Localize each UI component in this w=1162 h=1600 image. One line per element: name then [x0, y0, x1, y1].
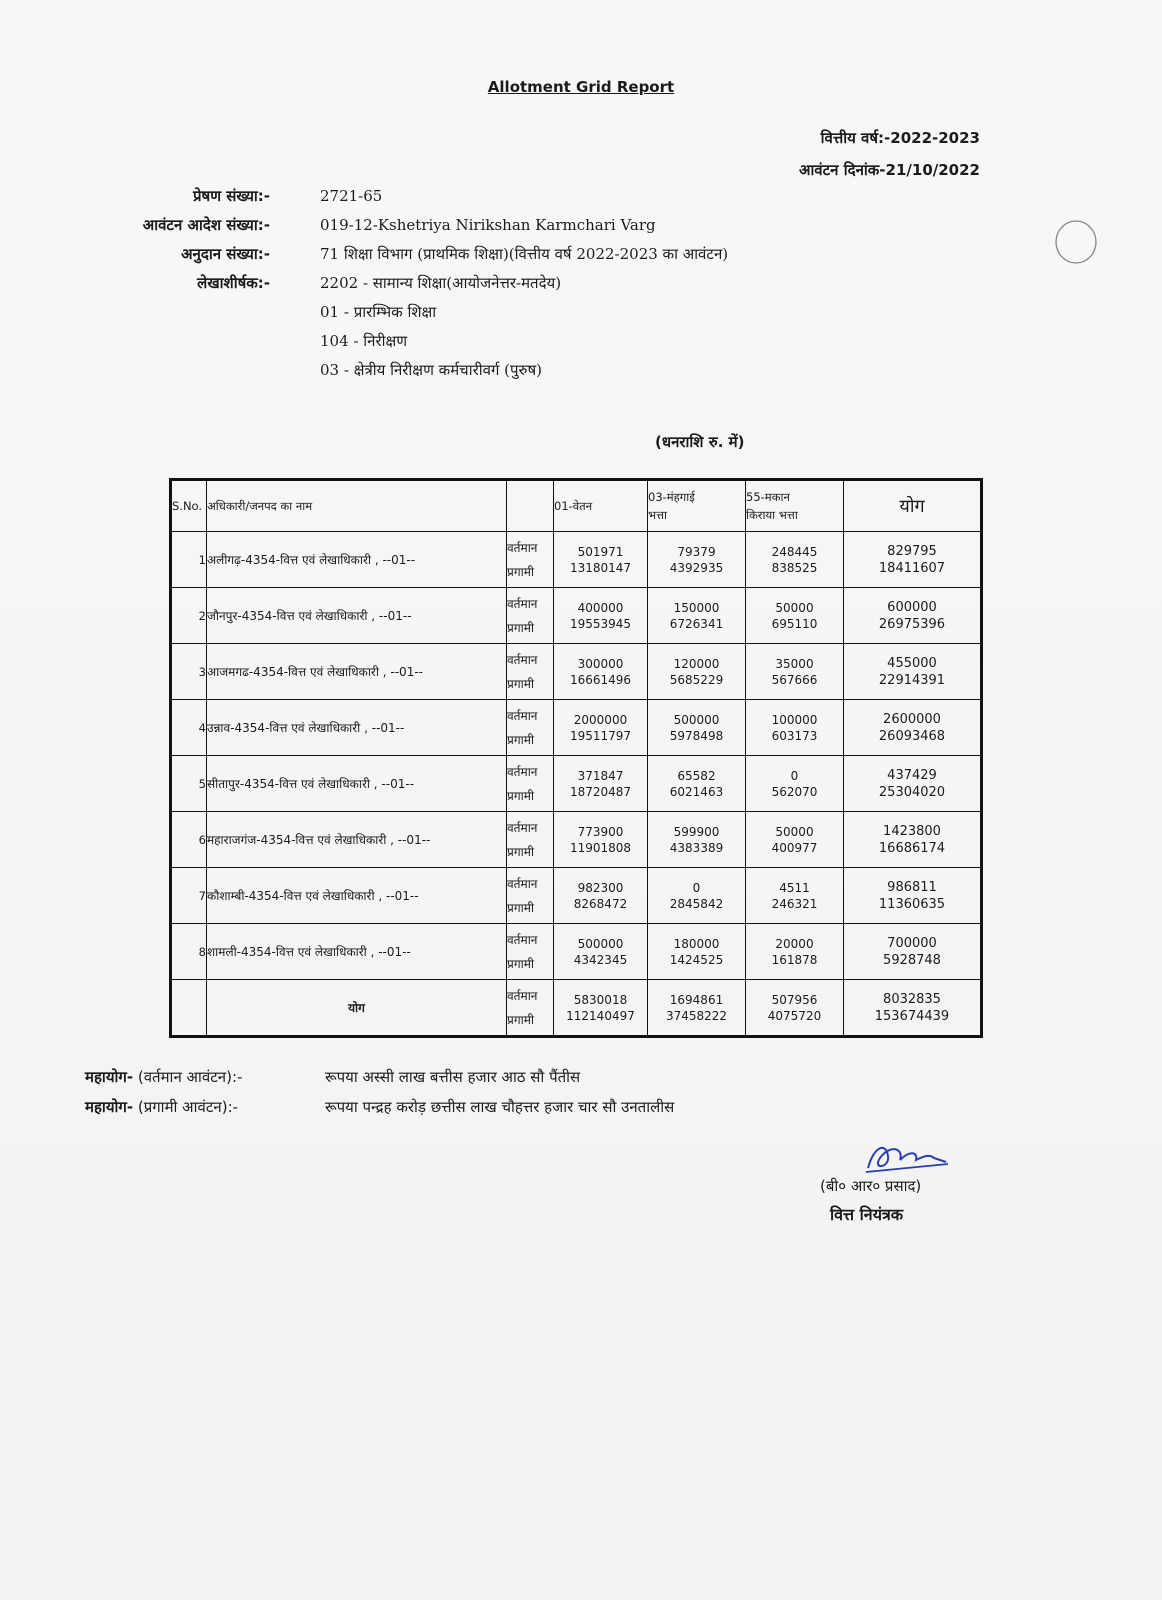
row-total — [844, 588, 982, 644]
grand-total-current-words: रूपया अस्सी लाख बत्तीस हजार आठ सौ पैंतीस — [325, 1068, 581, 1086]
kind-current: वर्तमान — [507, 820, 538, 835]
row-mahangai-current: 65582 — [677, 768, 716, 783]
row-vetan — [554, 700, 648, 756]
total-mahangai-future: 37458222 — [665, 1008, 728, 1023]
row-vetan — [554, 756, 648, 812]
row-officer-name: महाराजगंज-4354-वित्त एवं लेखाधिकारी , --01-- — [207, 812, 507, 868]
row-vetan — [554, 924, 648, 980]
header-mahangai-line1: 03-मंहगाई — [648, 490, 695, 504]
table-row — [171, 644, 982, 700]
row-vetan-current: 371847 — [577, 768, 624, 783]
total-makan — [746, 980, 844, 1037]
row-makan-future: 838525 — [771, 560, 818, 575]
table-body — [171, 532, 982, 1037]
report-title: Allotment Grid Report — [487, 78, 675, 96]
table-row — [171, 756, 982, 812]
total-vetan-current: 5830018 — [573, 992, 628, 1007]
row-vetan — [554, 532, 648, 588]
header-kind — [507, 480, 554, 532]
kind-cell — [507, 980, 554, 1037]
row-makan-future: 161878 — [771, 952, 818, 967]
meta-value: 03 - क्षेत्रीय निरीक्षण कर्मचारीवर्ग (पुरुष) — [320, 361, 543, 379]
header-sno: S.No. — [171, 480, 207, 532]
row-sno: 2 — [171, 588, 207, 644]
allotment-date: आवंटन दिनांक-21/10/2022 — [798, 161, 980, 179]
meta-label-dispatch-no: प्रेषण संख्या:- — [193, 187, 270, 205]
row-total-current: 600000 — [887, 599, 937, 615]
meta-value: 71 शिक्षा विभाग (प्राथमिक शिक्षा)(वित्तीय वर्ष 2022-2023 का आवंटन) — [320, 245, 729, 263]
total-yog-future: 153674439 — [874, 1008, 950, 1024]
row-total — [844, 700, 982, 756]
header-mahangai-line2: भत्ता — [648, 508, 668, 522]
header-makan-line1: 55-मकान — [746, 490, 790, 504]
kind-cell — [507, 700, 554, 756]
row-total — [844, 812, 982, 868]
row-mahangai-future: 6726341 — [669, 616, 724, 631]
kind-cell — [507, 588, 554, 644]
row-makan-future: 603173 — [771, 728, 818, 743]
row-vetan-future: 19511797 — [569, 728, 632, 743]
row-vetan — [554, 812, 648, 868]
row-officer-name: आजमगढ-4354-वित्त एवं लेखाधिकारी , --01-- — [207, 644, 507, 700]
signatory-name: (बी० आर० प्रसाद) — [820, 1177, 922, 1195]
meta-values — [320, 182, 728, 385]
header-makan-line2: किराया भत्ता — [746, 508, 798, 522]
row-total-current: 829795 — [887, 543, 937, 559]
grand-total-current-label: महायोग- (वर्तमान आवंटन):- — [85, 1068, 243, 1086]
row-makan-current: 50000 — [775, 824, 814, 839]
financial-year: वित्तीय वर्ष:-2022-2023 — [820, 129, 980, 147]
row-vetan-current: 501971 — [577, 544, 624, 559]
row-mahangai-future: 5685229 — [669, 672, 724, 687]
row-vetan-current: 400000 — [577, 600, 624, 615]
row-mahangai-future: 6021463 — [669, 784, 724, 799]
row-vetan — [554, 644, 648, 700]
grand-total-future-words: रूपया पन्द्रह करोड़ छत्तीस लाख चौहत्तर हजार चार सौ उनतालीस — [325, 1098, 675, 1116]
kind-current: वर्तमान — [507, 764, 538, 779]
row-vetan — [554, 868, 648, 924]
total-makan-current: 507956 — [771, 992, 818, 1007]
total-yog-current: 8032835 — [883, 991, 941, 1007]
row-total — [844, 756, 982, 812]
row-mahangai — [648, 924, 746, 980]
kind-future: प्रगामी — [507, 732, 534, 747]
row-makan — [746, 868, 844, 924]
page-number-stamp — [1052, 218, 1100, 266]
meta-value: 104 - निरीक्षण — [320, 332, 408, 350]
row-total-current: 700000 — [887, 935, 937, 951]
kind-future: प्रगामी — [507, 956, 534, 971]
row-makan-current: 0 — [790, 768, 799, 783]
row-vetan-current: 300000 — [577, 656, 624, 671]
row-sno: 3 — [171, 644, 207, 700]
row-total-future: 11360635 — [878, 896, 946, 912]
row-mahangai-current: 79379 — [677, 544, 716, 559]
row-sno: 4 — [171, 700, 207, 756]
row-total — [844, 924, 982, 980]
row-makan-current: 100000 — [771, 712, 818, 727]
row-mahangai-future: 4383389 — [669, 840, 724, 855]
kind-future: प्रगामी — [507, 620, 534, 635]
header-mahangai — [648, 480, 746, 532]
row-vetan-future: 8268472 — [573, 896, 628, 911]
grand-total-future — [85, 1092, 674, 1122]
kind-cell — [507, 644, 554, 700]
row-mahangai — [648, 644, 746, 700]
row-makan-future: 567666 — [771, 672, 818, 687]
row-total-current: 986811 — [887, 879, 937, 895]
row-makan — [746, 532, 844, 588]
row-makan-future: 400977 — [771, 840, 818, 855]
row-mahangai-current: 599900 — [673, 824, 720, 839]
row-makan-current: 248445 — [771, 544, 818, 559]
grand-total-current — [85, 1062, 674, 1092]
row-makan — [746, 756, 844, 812]
row-mahangai — [648, 532, 746, 588]
report-header-right — [799, 122, 980, 186]
kind-current: वर्तमान — [507, 876, 538, 891]
row-vetan-future: 11901808 — [569, 840, 632, 855]
meta-labels — [100, 182, 270, 298]
row-vetan-current: 773900 — [577, 824, 624, 839]
row-mahangai-current: 500000 — [673, 712, 720, 727]
row-makan-current: 4511 — [779, 880, 810, 895]
row-makan — [746, 644, 844, 700]
table-header-row — [171, 480, 982, 532]
row-mahangai-future: 2845842 — [669, 896, 724, 911]
meta-label-grant-no: अनुदान संख्या:- — [181, 245, 270, 263]
signatory-title: वित्त नियंत्रक — [830, 1205, 904, 1224]
kind-future: प्रगामी — [507, 564, 534, 579]
total-makan-future: 4075720 — [767, 1008, 822, 1023]
row-officer-name: कौशाम्बी-4354-वित्त एवं लेखाधिकारी , --01-- — [207, 868, 507, 924]
row-mahangai-current: 120000 — [673, 656, 720, 671]
row-total-future: 18411607 — [878, 560, 946, 576]
row-total-future: 26093468 — [878, 728, 946, 744]
row-vetan — [554, 588, 648, 644]
row-vetan-current: 500000 — [577, 936, 624, 951]
row-sno: 1 — [171, 532, 207, 588]
signature-scribble — [860, 1138, 950, 1178]
total-row-sno — [171, 980, 207, 1037]
row-mahangai-future: 5978498 — [669, 728, 724, 743]
row-makan — [746, 700, 844, 756]
kind-cell — [507, 532, 554, 588]
row-total-future: 16686174 — [878, 840, 946, 856]
row-makan-current: 20000 — [775, 936, 814, 951]
row-total-future: 26975396 — [878, 616, 946, 632]
kind-future: प्रगामी — [507, 676, 534, 691]
total-vetan-future: 112140497 — [566, 1008, 635, 1023]
row-total-future: 25304020 — [878, 784, 946, 800]
row-officer-name: उन्नाव-4354-वित्त एवं लेखाधिकारी , --01-- — [207, 700, 507, 756]
table-row — [171, 924, 982, 980]
meta-value: 019-12-Kshetriya Nirikshan Karmchari Varg — [320, 216, 656, 234]
row-makan — [746, 588, 844, 644]
meta-label-account-head: लेखाशीर्षक:- — [197, 274, 270, 292]
header-makan — [746, 480, 844, 532]
row-officer-name: जौनपुर-4354-वित्त एवं लेखाधिकारी , --01-- — [207, 588, 507, 644]
row-mahangai — [648, 756, 746, 812]
row-total — [844, 644, 982, 700]
row-officer-name: अलीगढ़-4354-वित्त एवं लेखाधिकारी , --01-- — [207, 532, 507, 588]
kind-current: वर्तमान — [507, 596, 538, 611]
row-vetan-current: 982300 — [577, 880, 624, 895]
row-makan-current: 50000 — [775, 600, 814, 615]
row-vetan-future: 16661496 — [569, 672, 632, 687]
header-vetan: 01-वेतन — [554, 480, 648, 532]
kind-future: प्रगामी — [507, 844, 534, 859]
row-total-current: 2600000 — [883, 711, 941, 727]
row-total-current: 437429 — [887, 767, 937, 783]
kind-current: वर्तमान — [507, 540, 538, 555]
grand-total-future-label: महायोग- (प्रगामी आवंटन):- — [85, 1098, 239, 1116]
header-total: योग — [844, 480, 982, 532]
row-mahangai — [648, 700, 746, 756]
row-vetan-future: 19553945 — [569, 616, 632, 631]
row-mahangai — [648, 588, 746, 644]
row-total-current: 1423800 — [883, 823, 941, 839]
kind-current: वर्तमान — [507, 932, 538, 947]
row-makan-future: 562070 — [771, 784, 818, 799]
row-makan-future: 695110 — [771, 616, 818, 631]
table-total-row — [171, 980, 982, 1037]
table-row — [171, 532, 982, 588]
kind-future: प्रगामी — [507, 900, 534, 915]
row-sno: 8 — [171, 924, 207, 980]
row-makan-current: 35000 — [775, 656, 814, 671]
table-row — [171, 588, 982, 644]
row-mahangai — [648, 868, 746, 924]
kind-cell — [507, 868, 554, 924]
row-total-future: 22914391 — [878, 672, 946, 688]
total-mahangai-current: 1694861 — [669, 992, 724, 1007]
row-sno: 6 — [171, 812, 207, 868]
meta-value: 2202 - सामान्य शिक्षा(आयोजनेत्तर-मतदेय) — [320, 274, 562, 292]
header-name: अधिकारी/जनपद का नाम — [207, 480, 507, 532]
grand-total-words — [85, 1062, 674, 1122]
row-makan — [746, 924, 844, 980]
row-sno: 7 — [171, 868, 207, 924]
row-vetan-current: 2000000 — [573, 712, 628, 727]
meta-value: 2721-65 — [320, 187, 383, 205]
row-makan — [746, 812, 844, 868]
row-mahangai-current: 180000 — [673, 936, 720, 951]
total-mahangai — [648, 980, 746, 1037]
row-vetan-future: 18720487 — [569, 784, 632, 799]
amount-unit-label: (धनराशि रु. में) — [655, 433, 745, 451]
table-row — [171, 700, 982, 756]
total-row-label: योग — [207, 980, 507, 1037]
meta-label-order-no: आवंटन आदेश संख्या:- — [142, 216, 270, 234]
kind-cell — [507, 812, 554, 868]
meta-value: 01 - प्रारम्भिक शिक्षा — [320, 303, 437, 321]
kind-current: वर्तमान — [507, 652, 538, 667]
row-total — [844, 868, 982, 924]
total-yog — [844, 980, 982, 1037]
row-makan-future: 246321 — [771, 896, 818, 911]
row-vetan-future: 4342345 — [573, 952, 628, 967]
kind-current: वर्तमान — [507, 708, 538, 723]
table-row — [171, 812, 982, 868]
row-mahangai-future: 4392935 — [669, 560, 724, 575]
row-officer-name: शामली-4354-वित्त एवं लेखाधिकारी , --01-- — [207, 924, 507, 980]
total-vetan — [554, 980, 648, 1037]
row-total — [844, 532, 982, 588]
table-row — [171, 868, 982, 924]
row-vetan-future: 13180147 — [569, 560, 632, 575]
kind-future: प्रगामी — [507, 788, 534, 803]
row-officer-name: सीतापुर-4354-वित्त एवं लेखाधिकारी , --01-- — [207, 756, 507, 812]
row-mahangai — [648, 812, 746, 868]
kind-cell — [507, 756, 554, 812]
kind-future: प्रगामी — [507, 1012, 534, 1027]
kind-current: वर्तमान — [507, 988, 538, 1003]
kind-cell — [507, 924, 554, 980]
row-total-future: 5928748 — [883, 952, 941, 968]
row-mahangai-current: 150000 — [673, 600, 720, 615]
row-mahangai-future: 1424525 — [669, 952, 724, 967]
row-mahangai-current: 0 — [692, 880, 701, 895]
row-sno: 5 — [171, 756, 207, 812]
allotment-table — [169, 478, 983, 1038]
row-total-current: 455000 — [887, 655, 937, 671]
